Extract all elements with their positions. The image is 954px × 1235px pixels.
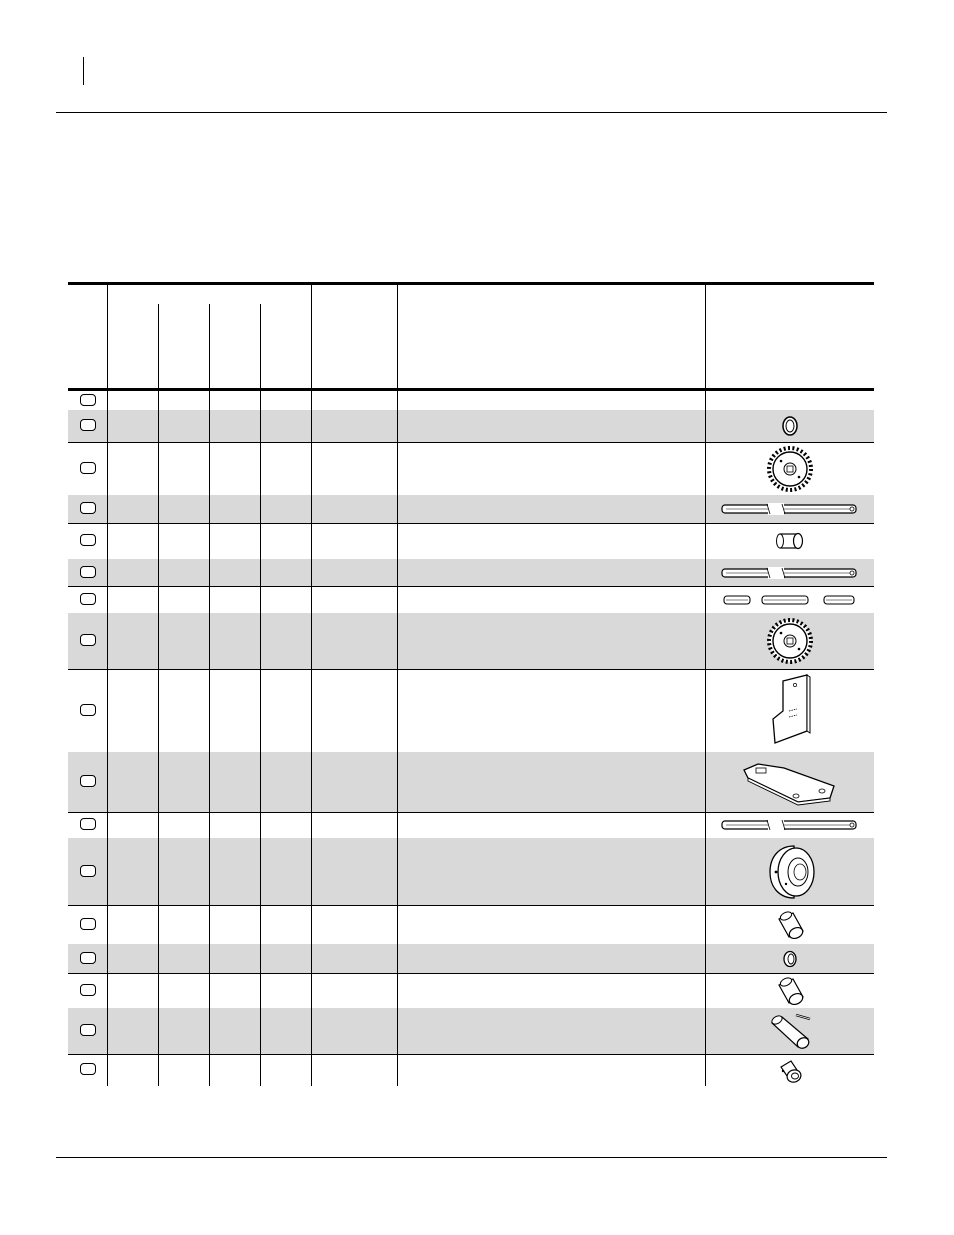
spacer-tube-icon — [773, 911, 807, 939]
table-row — [68, 391, 874, 410]
ref-number-box — [80, 534, 96, 546]
ref-number-box — [80, 462, 96, 474]
long-shaft-icon — [720, 818, 860, 832]
collar-icon — [775, 1057, 805, 1083]
ref-number-box — [80, 566, 96, 578]
table-header-rule — [68, 388, 874, 391]
ref-number-box — [80, 918, 96, 930]
table-top-rule — [68, 282, 874, 285]
footer-rule — [56, 1157, 887, 1158]
sprocket-icon — [766, 617, 814, 665]
ref-number-box — [80, 818, 96, 830]
ref-number-box — [80, 419, 96, 431]
ref-number-box — [80, 865, 96, 877]
ref-number-box — [80, 984, 96, 996]
table-row — [68, 973, 874, 1008]
ref-number-box — [80, 775, 96, 787]
table-row — [68, 410, 874, 442]
parts-table — [68, 282, 874, 1086]
column-divider — [260, 304, 261, 1086]
tube-with-key-icon — [766, 1011, 814, 1051]
table-row — [68, 752, 874, 812]
washer-icon — [778, 414, 802, 438]
table-row — [68, 1054, 874, 1086]
column-divider — [397, 285, 398, 1086]
table-row — [68, 442, 874, 495]
spacer-tube-icon — [773, 977, 807, 1005]
flat-arm-icon — [740, 756, 840, 808]
table-row — [68, 944, 874, 973]
table-row — [68, 669, 874, 752]
table-row — [68, 559, 874, 586]
table-row — [68, 838, 874, 905]
short-shafts-icon — [722, 593, 858, 607]
column-divider — [311, 285, 312, 1086]
table-row — [68, 1008, 874, 1054]
long-shaft-icon — [720, 566, 860, 580]
small-bushing-icon — [780, 949, 800, 969]
table-row — [68, 812, 874, 838]
hub-icon — [758, 842, 822, 902]
ref-number-box — [80, 704, 96, 716]
ref-number-box — [80, 502, 96, 514]
sprocket-icon — [766, 445, 814, 493]
ref-number-box — [80, 952, 96, 964]
ref-number-box — [80, 394, 96, 406]
table-row — [68, 613, 874, 669]
header-rule — [56, 112, 887, 113]
ref-number-box — [80, 1063, 96, 1075]
ref-number-box — [80, 593, 96, 605]
ref-number-box — [80, 634, 96, 646]
header-margin-mark — [83, 57, 84, 85]
ref-number-box — [80, 1024, 96, 1036]
table-row — [68, 586, 874, 613]
mounting-bracket-icon — [765, 673, 815, 749]
table-row — [68, 905, 874, 944]
bushing-icon — [775, 530, 805, 552]
table-row — [68, 523, 874, 559]
column-divider — [705, 285, 706, 1086]
column-divider — [107, 285, 108, 1086]
column-divider — [209, 304, 210, 1086]
table-row — [68, 495, 874, 523]
column-divider — [158, 304, 159, 1086]
long-shaft-icon — [720, 502, 860, 516]
